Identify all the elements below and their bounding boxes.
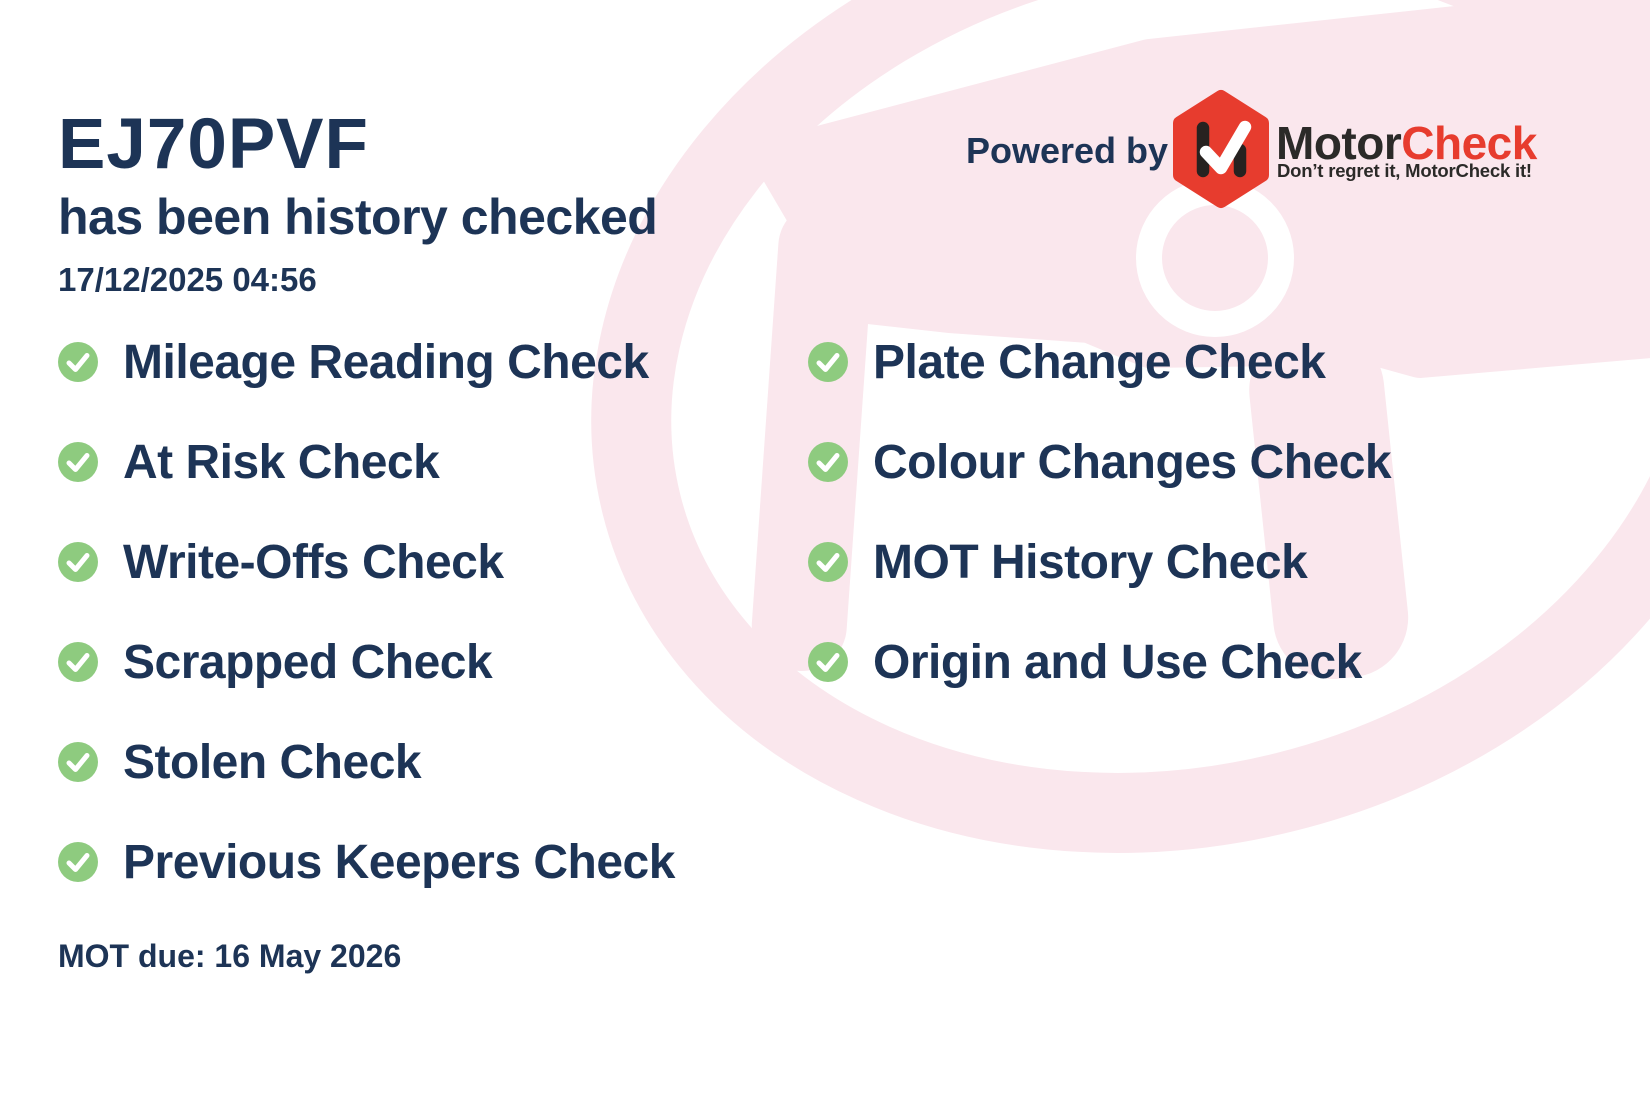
check-circle-icon xyxy=(58,742,98,782)
check-list-item xyxy=(58,812,675,912)
check-timestamp: 17/12/2025 04:56 xyxy=(58,261,317,299)
check-circle-icon xyxy=(58,542,98,582)
check-list-item xyxy=(58,512,675,612)
check-circle-icon xyxy=(58,642,98,682)
check-list-item xyxy=(808,412,1391,512)
check-list-item xyxy=(808,312,1391,412)
page-title: has been history checked xyxy=(58,188,658,245)
check-item-label: Plate Change Check xyxy=(873,335,1326,389)
brand-name-check: Check xyxy=(1401,117,1537,169)
logo-hexagon xyxy=(1180,97,1262,201)
check-circle-icon xyxy=(808,642,848,682)
check-list-left xyxy=(58,312,675,912)
check-item-label: Colour Changes Check xyxy=(873,435,1392,489)
check-item-label: Scrapped Check xyxy=(123,635,493,689)
motorcheck-hexagon-m-check-icon xyxy=(1166,86,1276,212)
check-item-label: Origin and Use Check xyxy=(873,635,1362,689)
check-item-label: Write-Offs Check xyxy=(123,535,504,589)
powered-by-label: Powered by xyxy=(966,130,1169,171)
mot-due-label: MOT due: 16 May 2026 xyxy=(58,938,402,974)
check-list-item xyxy=(58,712,675,812)
check-circle-icon xyxy=(58,842,98,882)
registration-plate: EJ70PVF xyxy=(58,105,369,184)
check-item-label: Stolen Check xyxy=(123,735,422,789)
check-list-item xyxy=(58,312,675,412)
check-circle-icon xyxy=(808,542,848,582)
check-circle-icon xyxy=(58,342,98,382)
check-item-label: MOT History Check xyxy=(873,535,1308,589)
check-list-item xyxy=(808,512,1391,612)
check-circle-icon xyxy=(808,342,848,382)
brand-name-motor: Motor xyxy=(1276,117,1402,169)
check-item-label: Mileage Reading Check xyxy=(123,335,649,389)
check-circle-icon xyxy=(808,442,848,482)
check-list-right xyxy=(808,312,1391,712)
check-item-label: At Risk Check xyxy=(123,435,440,489)
check-list-item xyxy=(58,412,675,512)
branding-block xyxy=(0,0,1650,220)
check-list-item xyxy=(58,612,675,712)
check-item-label: Previous Keepers Check xyxy=(123,835,675,889)
brand-tagline: Don’t regret it, MotorCheck it! xyxy=(1277,160,1532,181)
check-circle-icon xyxy=(58,442,98,482)
check-list-item xyxy=(808,612,1391,712)
